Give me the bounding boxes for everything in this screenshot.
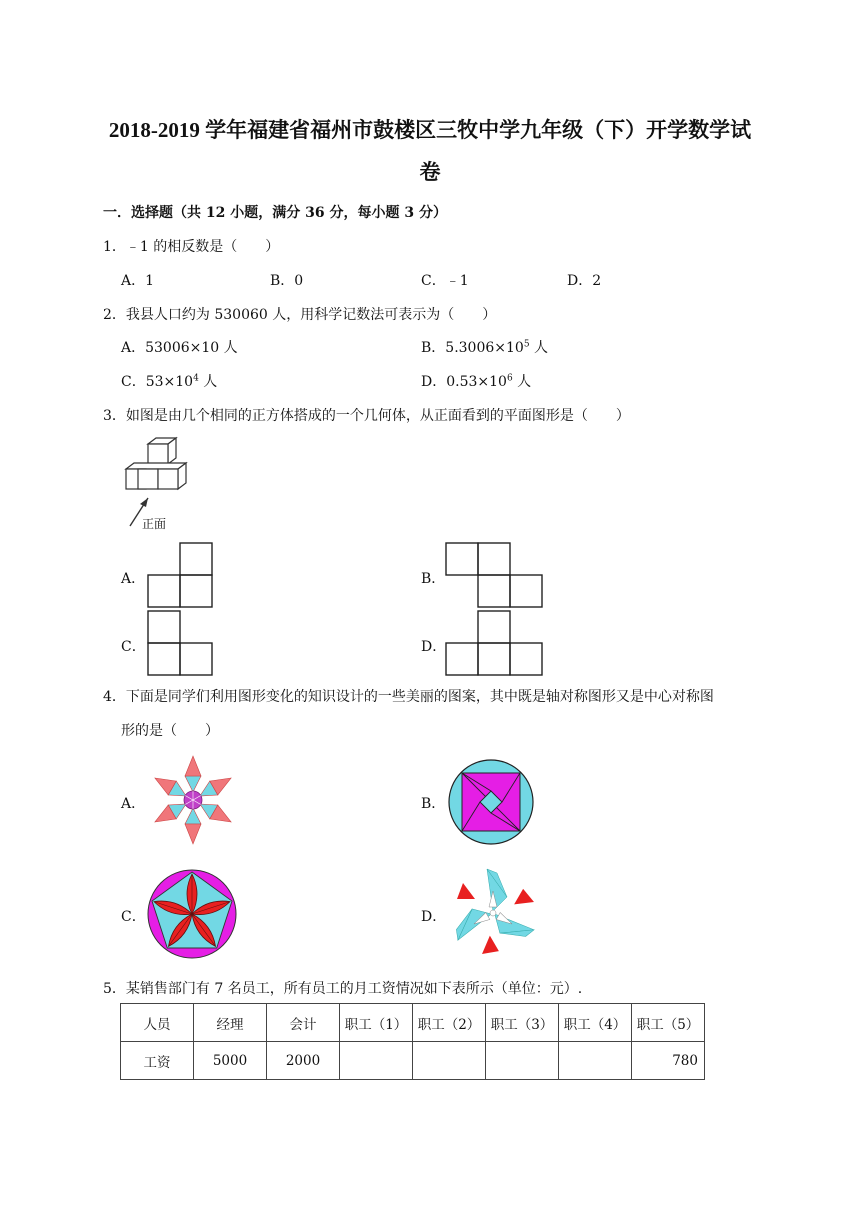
table-cell [486, 1042, 559, 1080]
q1-option-b: B．0 [270, 273, 304, 289]
q4-label-c: C． [121, 909, 146, 925]
q2-option-a: A．53006×10 人 [121, 340, 238, 356]
table-header-cell: 会计 [267, 1004, 340, 1042]
table-row [121, 1042, 705, 1080]
table-header-cell: 职工（1） [340, 1004, 413, 1042]
table-cell: 5000 [194, 1042, 267, 1080]
table-cell [340, 1042, 413, 1080]
q1-option-d: D．2 [567, 273, 602, 289]
table-header-cell: 职工（4） [559, 1004, 632, 1042]
table-cell [413, 1042, 486, 1080]
q1-option-c: C．﹣1 [421, 273, 469, 289]
q1-option-a: A．1 [121, 273, 155, 289]
table-cell: 2000 [267, 1042, 340, 1080]
page-title-line2: 卷 [419, 160, 441, 184]
table-cell [559, 1042, 632, 1080]
q2-stem: 2．我县人口约为 530060 人，用科学记数法可表示为（ ） [103, 307, 497, 323]
table-cell: 工资 [121, 1042, 194, 1080]
q3-option-d-figure [445, 610, 543, 676]
q3-label-d: D． [421, 639, 447, 655]
q4-stem-line2: 形的是（ ） [121, 723, 219, 739]
q3-option-c-figure [147, 610, 213, 676]
q3-label-a: A． [121, 571, 146, 587]
q2-option-b: B．$5.3006\times 10^5$ 人 [421, 339, 549, 356]
cube-stack-figure [118, 436, 192, 534]
table-header-cell: 职工（5） [632, 1004, 705, 1042]
q5-stem: 5．某销售部门有 7 名员工，所有员工的月工资情况如下表所示（单位：元）. [103, 981, 583, 997]
q3-label-b: B． [421, 571, 446, 587]
q3-option-a-figure [147, 542, 213, 608]
q3-label-c: C． [121, 639, 146, 655]
q4-label-b: B． [421, 796, 446, 812]
table-cell: 780 [632, 1042, 705, 1080]
section-heading: 一．选择题（共 12 小题，满分 36 分，每小题 3 分） [103, 205, 447, 221]
page-title-line1: 2018-2019 学年福建省福州市鼓楼区三牧中学九年级（下）开学数学试 [108, 118, 752, 142]
q4-option-b-pattern [447, 758, 535, 846]
q3-option-b-figure [445, 542, 543, 608]
q4-label-a: A． [121, 796, 146, 812]
table-header-cell: 经理 [194, 1004, 267, 1042]
q4-label-d: D． [421, 909, 447, 925]
q1-stem: 1．﹣1 的相反数是（ ） [103, 239, 280, 255]
table-header-cell: 人员 [121, 1004, 194, 1042]
front-view-label: 正面 [142, 517, 167, 531]
q2-option-c: C．$53\times 10^4$ 人 [121, 373, 218, 390]
q4-option-a-pattern [148, 752, 238, 848]
q4-option-d-pattern [446, 866, 540, 960]
q3-stem: 3．如图是由几个相同的正方体搭成的一个几何体，从正面看到的平面图形是（ ） [103, 408, 630, 424]
table-row-header [121, 1004, 705, 1042]
table-header-cell: 职工（2） [413, 1004, 486, 1042]
table-header-cell: 职工（3） [486, 1004, 559, 1042]
q4-option-c-pattern [146, 868, 238, 960]
q4-stem-line1: 4．下面是同学们利用图形变化的知识设计的一些美丽的图案，其中既是轴对称图形又是中心对称图 [103, 689, 714, 705]
q2-option-d: D．$0.53\times 10^6$ 人 [421, 373, 532, 390]
salary-table [120, 1003, 705, 1080]
